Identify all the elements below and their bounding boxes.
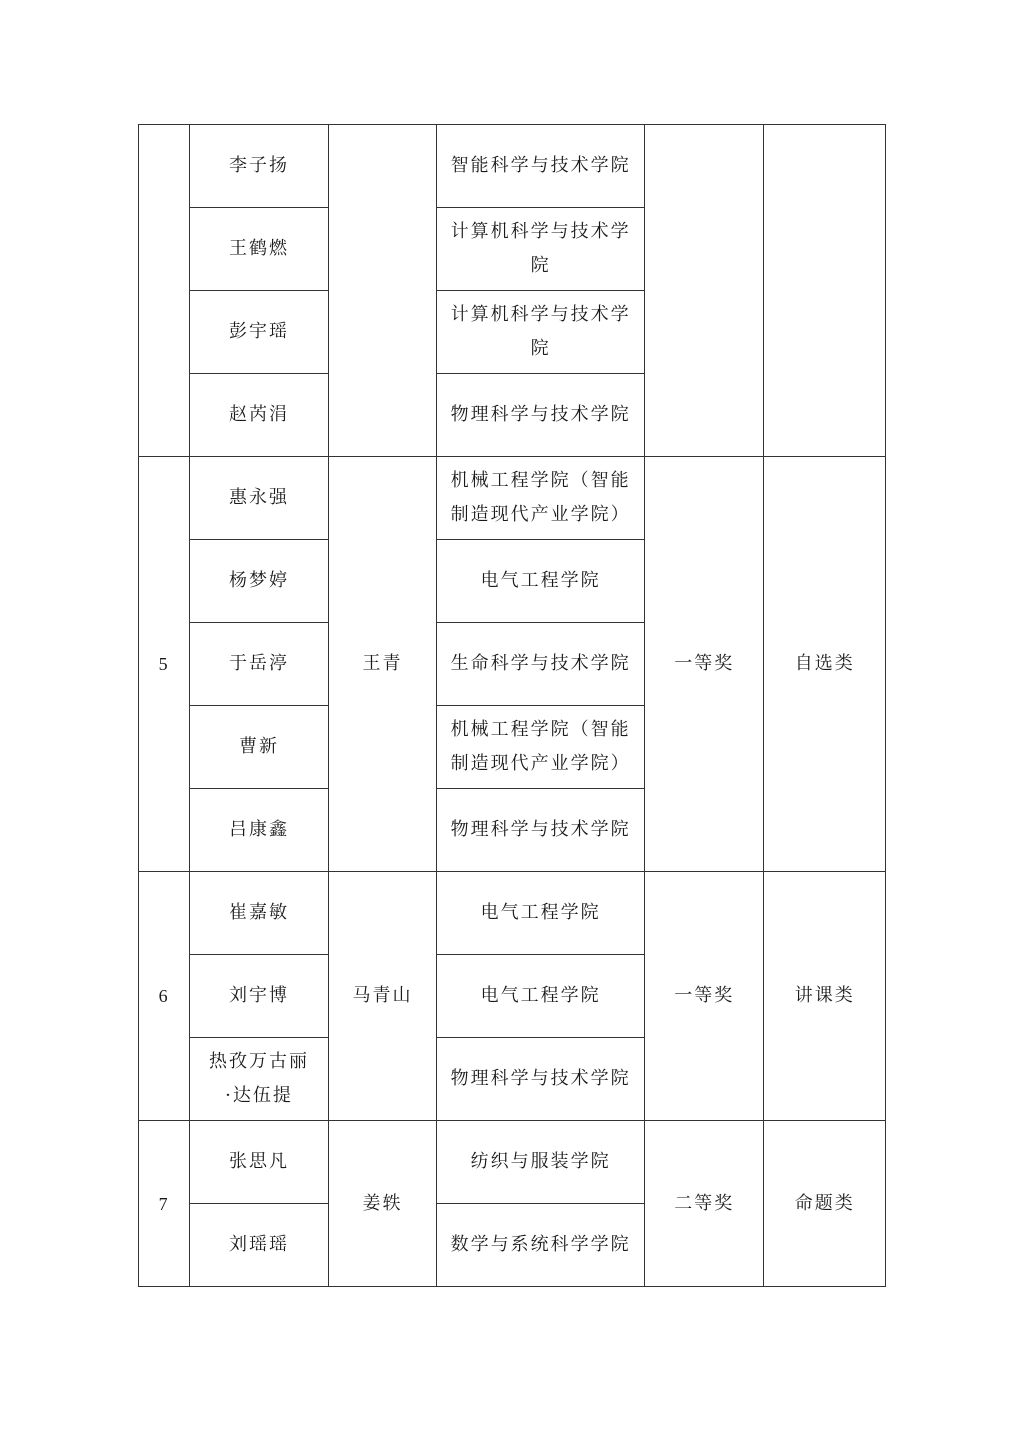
student-name: 彭宇瑶 [190,291,329,374]
student-name: 赵芮涓 [190,374,329,457]
award-level: 一等奖 [645,872,764,1121]
school-name: 物理科学与技术学院 [437,789,645,872]
school-name: 物理科学与技术学院 [437,1038,645,1121]
award-level [645,125,764,457]
category: 自选类 [764,457,886,872]
category [764,125,886,457]
award-table [138,124,886,1287]
category: 讲课类 [764,872,886,1121]
advisor-name [328,125,436,457]
award-level: 一等奖 [645,457,764,872]
student-name: 张思凡 [190,1121,329,1204]
group-number: 6 [139,872,190,1121]
student-name: 惠永强 [190,457,329,540]
table-row [139,1121,886,1204]
student-name: 杨梦婷 [190,540,329,623]
student-name: 刘宇博 [190,955,329,1038]
group-number: 5 [139,457,190,872]
advisor-name: 马青山 [328,872,436,1121]
school-name: 计算机科学与技术学院 [437,208,645,291]
group-number [139,125,190,457]
school-name: 电气工程学院 [437,872,645,955]
school-name: 电气工程学院 [437,955,645,1038]
student-name: 王鹤燃 [190,208,329,291]
advisor-name: 王青 [328,457,436,872]
school-name: 智能科学与技术学院 [437,125,645,208]
category: 命题类 [764,1121,886,1287]
school-name: 电气工程学院 [437,540,645,623]
table-row [139,457,886,540]
student-name: 李子扬 [190,125,329,208]
advisor-name: 姜轶 [328,1121,436,1287]
student-name: 刘瑶瑶 [190,1204,329,1287]
table-row [139,872,886,955]
student-name: 崔嘉敏 [190,872,329,955]
group-number: 7 [139,1121,190,1287]
school-name: 纺织与服装学院 [437,1121,645,1204]
school-name: 机械工程学院（智能制造现代产业学院） [437,706,645,789]
school-name: 生命科学与技术学院 [437,623,645,706]
student-name: 曹新 [190,706,329,789]
award-level: 二等奖 [645,1121,764,1287]
student-name: 热孜万古丽·达伍提 [190,1038,329,1121]
student-name: 于岳渟 [190,623,329,706]
school-name: 数学与系统科学学院 [437,1204,645,1287]
school-name: 计算机科学与技术学院 [437,291,645,374]
table-row [139,125,886,208]
student-name: 吕康鑫 [190,789,329,872]
school-name: 物理科学与技术学院 [437,374,645,457]
school-name: 机械工程学院（智能制造现代产业学院） [437,457,645,540]
